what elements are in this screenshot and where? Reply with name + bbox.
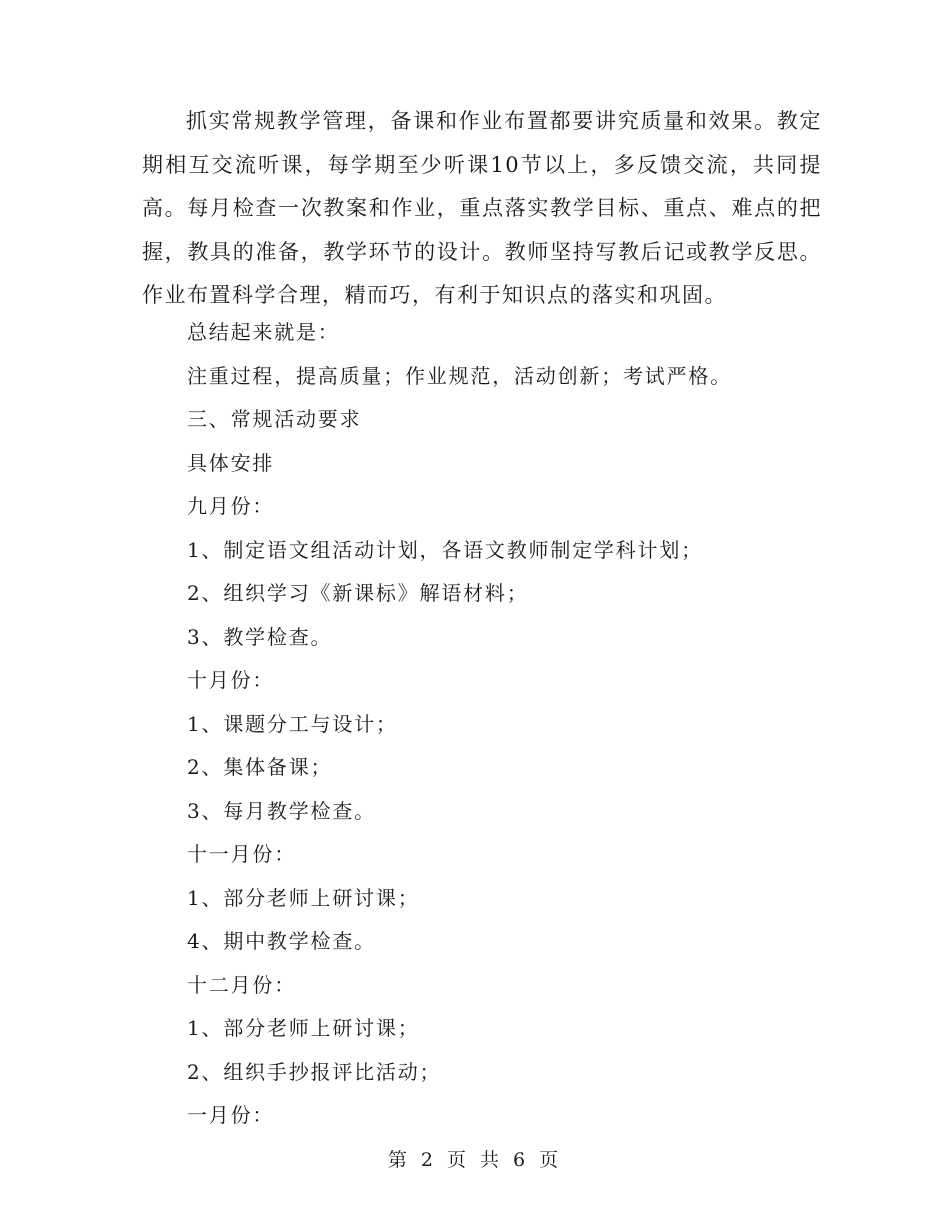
list-item: 1、制定语文组活动计划，各语文教师制定学科计划； <box>187 538 703 562</box>
schedule-heading: 具体安排 <box>187 451 275 475</box>
summary-text: 注重过程，提高质量；作业规范，活动创新；考试严格。 <box>187 364 732 388</box>
list-item: 2、组织学习《新课标》解语材料； <box>187 581 529 605</box>
list-item: 1、部分老师上研讨课； <box>187 886 420 910</box>
month-october: 十月份： <box>187 668 275 692</box>
list-item: 3、每月教学检查。 <box>187 799 376 823</box>
body-paragraph: 抓实常规教学管理，备课和作业布置都要讲究质量和效果。教定期相互交流听课，每学期至少听课10节以上，多反馈交流，共同提高。每月检查一次教案和作业，重点落实教学目标、重点、难点的把握，教具的准备，教学环节的设计。教师坚持写教后记或教学反思。作业布置科学合理，精而巧，有利于知识点的落实和巩固。 <box>142 109 822 308</box>
list-item: 2、组织手抄报评比活动； <box>187 1060 442 1084</box>
month-january: 一月份： <box>187 1103 275 1127</box>
month-september: 九月份： <box>187 494 275 518</box>
list-item: 1、课题分工与设计； <box>187 712 398 736</box>
list-item: 2、集体备课； <box>187 755 333 779</box>
summary-heading: 总结起来就是： <box>187 320 340 344</box>
month-november: 十一月份： <box>187 842 296 866</box>
section-heading: 三、常规活动要求 <box>187 407 362 431</box>
list-item: 1、部分老师上研讨课； <box>187 1016 420 1040</box>
list-item: 3、教学检查。 <box>187 625 333 649</box>
page-number-footer: 第 2 页 共 6 页 <box>387 1149 563 1171</box>
list-item: 4、期中教学检查。 <box>187 929 376 953</box>
month-december: 十二月份： <box>187 973 296 997</box>
